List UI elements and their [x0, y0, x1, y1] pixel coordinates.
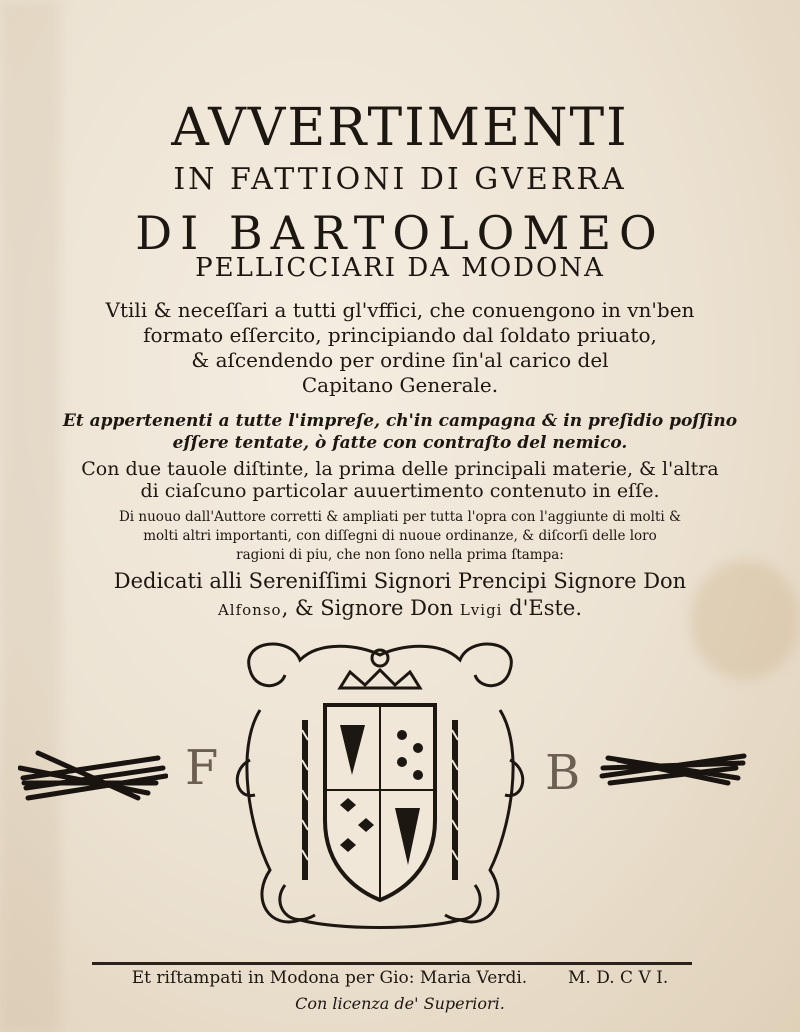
description-line-4: Capitano Generale.	[301, 373, 499, 397]
ink-scribble-left	[18, 738, 168, 808]
imprint-line	[0, 968, 800, 988]
italic-line-2: eſſere tentate, ò fatte con contraſto del nemico.	[172, 433, 628, 453]
coat-of-arms-emblem	[230, 630, 530, 950]
imprint-year: M. D. C V I.	[568, 968, 669, 988]
description-line-1: Vtili & neceſſari a tutti gl'vffici, che conuengono in vn'ben	[105, 298, 695, 322]
imprint-rule	[92, 962, 692, 965]
title-line-2: IN FATTIONI DI GVERRA	[173, 162, 627, 197]
edition-block	[0, 508, 800, 565]
license-line: Con licenza de' Superiori.	[295, 994, 505, 1013]
name-alfonso: Alfonso	[217, 601, 282, 619]
dedication-mid: , & Signore Don	[281, 596, 460, 620]
dedication-block	[0, 568, 800, 624]
dedication-line-2	[0, 595, 800, 624]
name-luigi: Lvigi	[459, 601, 503, 619]
italic-line-1: Et appertenenti a tutte l'impreſe, ch'in campagna & in preſidio poſſino	[62, 411, 738, 431]
stamp-letter-f: F	[185, 740, 219, 796]
edition-line-3: ragioni di piu, che non ſono nella prima ſtampa:	[236, 547, 564, 563]
title-line-1: AVVERTIMENTI	[171, 98, 629, 158]
dedication-line-1: Dedicati alli Sereniſſimi Signori Prencipi Signore Don	[113, 569, 687, 593]
italic-block	[0, 410, 800, 454]
imprint-text: Et riſtampati in Modona per Gio: Maria Verdi.	[131, 968, 528, 988]
stamp-letter-b: B	[545, 745, 581, 801]
description-line-3: & aſcendendo per ordine ſin'al carico del	[191, 348, 609, 372]
tables-line-1: Con due tauole diſtinte, la prima delle principali materie, & l'altra	[81, 458, 719, 480]
description-block	[0, 298, 800, 398]
tables-line-2: di ciaſcuno particolar auuertimento contenuto in eſſe.	[140, 480, 660, 502]
author-surname: PELLICCIARI DA MODONA	[195, 253, 605, 283]
author-first-name: DI BARTOLOMEO	[135, 206, 665, 260]
edition-line-1: Di nuouo dall'Auttore corretti & ampliati per tutta l'opra con l'aggiunte di molti &	[118, 509, 682, 525]
tables-block	[0, 458, 800, 502]
description-line-2: formato eſſercito, principiando dal ſoldato priuato,	[143, 323, 657, 347]
edition-line-2: molti altri importanti, con diſſegni di nuoue ordinanze, & diſcorſi delle loro	[143, 528, 657, 544]
ink-scribble-right	[598, 738, 748, 798]
dedication-este: d'Este.	[502, 596, 583, 620]
